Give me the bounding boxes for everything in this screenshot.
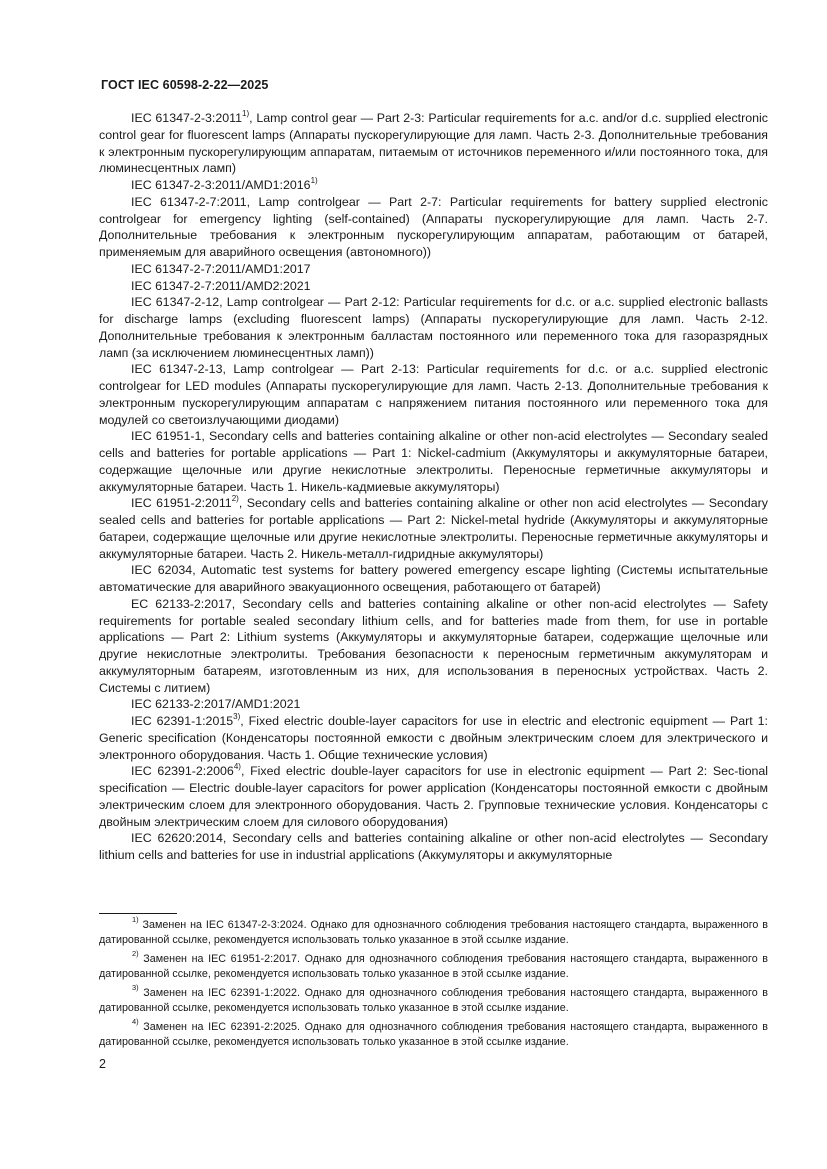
normative-references-list (99, 110, 768, 864)
reference-item: IEC 61347-2-3:2011/AMD1:2016$^{1)}$ (131, 175, 318, 192)
footnote-separator (99, 913, 177, 914)
reference-item: IEC 61951-1, Secondary cells and batteries containing alkaline or other non-acid electrolytes — Secondary sealed cells and batteries for portable applications — Part 1: Nickel-cadmium (Аккумуляторы и аккумуляторные батареи, содержащие щелочные или другие некислотные электролиты. Переносные герметичные аккумуляторы и аккумуляторные батареи. Часть 1. Никель-кадмиевые аккумуляторы) (99, 429, 768, 494)
reference-item: IEC 61347-2-7:2011, Lamp controlgear — Part 2-7: Particular requirements for battery supplied electronic controlgear for emergency lighting (self-contained) (Аппараты пускорегулирующие для ламп. Часть 2-7. Дополнительные требования к электронным пускорегулирующим аппаратам, работающим от батарей, применяемым для аварийного освещения (автономного)) (99, 194, 768, 259)
footnote-mark: 2) (132, 949, 139, 959)
page-number: 2 (99, 1057, 106, 1071)
footnote-marker[interactable]: 2) (231, 494, 239, 504)
footnote-marker[interactable]: 3) (233, 711, 241, 721)
footnote-item: $^{1)}$ Заменен на IEC 61347-2-3:2024. Однако для однозначного соблюдения требования настоящего стандарта, выраженного в датированной ссылке, рекомендуется использовать только указанное в этой ссылке издание. (99, 915, 768, 946)
reference-item: EC 62133-2:2017, Secondary cells and batteries containing alkaline or other non-acid electrolytes — Safety requirements for portable sealed secondary lithium cells, and for batteries made from them, for use in portable applications — Part 2: Lithium systems (Аккумуляторы и аккумуляторные батареи, содержащие щелочные или другие некислотные электролиты. Требования безопасности к переносным герметичным аккумуляторам и аккумуляторным батареям, изготовленным из них, для использования в переносных устройствах. Часть 2. Системы с литием) (99, 596, 768, 695)
reference-item: IEC 61347-2-13, Lamp controlgear — Part 2-13: Particular requirements for d.c. or a.c. supplied electronic controlgear for LED modules (Аппараты пускорегулирующие для ламп. Часть 2-13. Дополнительные требования к электронным пускорегулирующим аппаратам с напряжением питания постоянного или переменного тока для модулей со светоизлучающими диодами) (99, 362, 768, 427)
footnote-marker[interactable]: 1) (242, 108, 250, 118)
reference-item: IEC 62391-1:2015$^{3)}$, Fixed electric double-layer capacitors for use in electric and electronic equipment — Part 1: Generic specification (Конденсаторы постоянной емкости с двойным электрическим слоем для электрического и электронного оборудования. Часть 1. Общие технические условия) (99, 711, 768, 762)
reference-item: IEC 61347-2-3:2011$^{1)}$, Lamp control gear — Part 2-3: Particular requirements for a.c. and/or d.c. supplied electronic control gear for fluorescent lamps (Аппараты пускорегулирующие для ламп. Часть 2-3. Дополнительные требования к электронным пускорегулирующим аппаратам, питаемым от источников переменного и/или постоянного тока, для люминесцентных ламп) (99, 108, 768, 176)
reference-item: IEC 61347-2-12, Lamp controlgear — Part 2-12: Particular requirements for d.c. or a.c. supplied electronic ballasts for discharge lamps (excluding fluorescent lamps) (Аппараты пускорегулирующие для ламп. Часть 2-12. Дополнительные требования к электронным балластам постоянного или переменного тока для газоразрядных ламп (за исключением люминесцентных ламп)) (99, 295, 768, 360)
footnote-item: $^{2)}$ Заменен на IEC 61951-2:2017. Однако для однозначного соблюдения требования настоящего стандарта, выраженного в датированной ссылке, рекомендуется использовать только указанное в этой ссылке издание. (99, 949, 768, 980)
reference-item: IEC 62034, Automatic test systems for battery powered emergency escape lighting (Системы испытательные автоматические для аварийного эвакуационного освещения, работающего от батарей) (99, 563, 768, 594)
reference-item: IEC 62620:2014, Secondary cells and batteries containing alkaline or other non-acid electrolytes — Secondary lithium cells and batteries for use in industrial applications (Аккумуляторы и аккумуляторные (99, 831, 768, 862)
reference-item: IEC 61951-2:2011$^{2)}$, Secondary cells and batteries containing alkaline or other non acid electrolytes — Secondary sealed cells and batteries for portable applications — Part 2: Nickel-metal hydride (Аккумуляторы и аккумуляторные батареи, содержащие щелочные или другие некислотные электролиты. Переносные герметичные аккумуляторы и аккумуляторные батареи. Часть 2. Никель-металл-гидридные аккумуляторы) (99, 494, 768, 561)
footnote-mark: 4) (132, 1017, 139, 1027)
footnote-marker[interactable]: 1) (310, 175, 318, 185)
footnotes (99, 915, 768, 1054)
document-header: ГОСТ IEC 60598-2-22—2025 (101, 78, 269, 92)
footnote-marker[interactable]: 4) (233, 762, 241, 772)
reference-item: IEC 62133-2:2017/AMD1:2021 (131, 697, 301, 712)
footnote-mark: 1) (132, 915, 139, 925)
footnote-item: $^{4)}$ Заменен на IEC 62391-2:2025. Однако для однозначного соблюдения требования настоящего стандарта, выраженного в датированной ссылке, рекомендуется использовать только указанное в этой ссылке издание. (99, 1017, 768, 1048)
footnote-mark: 3) (132, 983, 139, 993)
reference-item: IEC 61347-2-7:2011/AMD1:2017 (131, 261, 311, 276)
reference-item: IEC 62391-2:2006$^{4)}$, Fixed electric double-layer capacitors for use in electronic equipment — Part 2: Sec-tional specification — Electric double-layer capacitors for power application (Конденсаторы постоянной емкости с двойным электрическим слоем для электронного оборудования. Часть 2. Групповые технические условия. Конденсаторы с двойным электрическим слоем для силового оборудования) (99, 762, 768, 829)
reference-item: IEC 61347-2-7:2011/AMD2:2021 (131, 278, 311, 293)
footnote-item: $^{3)}$ Заменен на IEC 62391-1:2022. Однако для однозначного соблюдения требования настоящего стандарта, выраженного в датированной ссылке, рекомендуется использовать только указанное в этой ссылке издание. (99, 983, 768, 1014)
